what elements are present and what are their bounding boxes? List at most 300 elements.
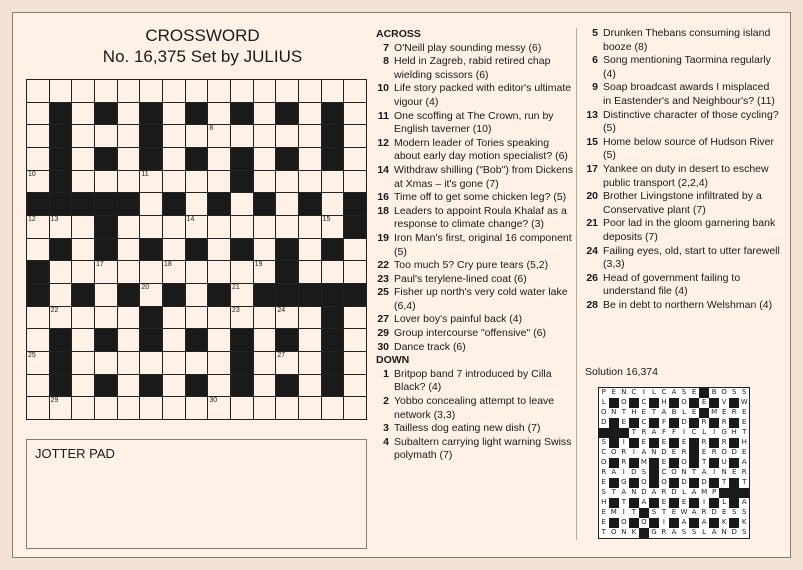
grid-cell[interactable] (344, 103, 366, 125)
grid-cell[interactable] (95, 80, 117, 102)
grid-cell[interactable] (118, 103, 140, 125)
grid-black-cell (140, 125, 162, 147)
solution-letter: H (659, 398, 669, 408)
grid-black-cell (231, 352, 253, 374)
grid-cell[interactable] (95, 352, 117, 374)
solution-letter: R (659, 488, 669, 498)
clue-item-text: One scoffing at The Crown, run by English taverner (10) (394, 109, 554, 136)
grid-cell[interactable] (344, 352, 366, 374)
clue-item[interactable] (585, 109, 780, 136)
grid-cell[interactable] (344, 329, 366, 351)
grid-cell[interactable] (163, 397, 185, 419)
grid-cell[interactable] (208, 307, 230, 329)
solution-black-cell (649, 398, 659, 408)
solution-letter: V (719, 398, 729, 408)
clue-item[interactable] (376, 137, 574, 164)
clue-item[interactable] (376, 327, 574, 341)
solution-letter: R (599, 468, 609, 478)
grid-cell[interactable] (163, 352, 185, 374)
grid-cell[interactable] (95, 171, 117, 193)
grid-cell[interactable] (72, 239, 94, 261)
grid-cell[interactable] (231, 261, 253, 283)
column-divider (576, 28, 577, 540)
grid-cell[interactable] (72, 216, 94, 238)
clue-item[interactable] (585, 136, 780, 163)
solution-black-cell (729, 478, 739, 488)
solution-letter: S (639, 468, 649, 478)
grid-cell[interactable] (344, 80, 366, 102)
grid-cell[interactable] (140, 216, 162, 238)
solution-letter: G (619, 478, 629, 488)
solution-letter: S (729, 388, 739, 398)
grid-cell[interactable] (27, 216, 49, 238)
grid-cell[interactable] (276, 125, 298, 147)
solution-black-cell (609, 518, 619, 528)
grid-cell[interactable] (254, 375, 276, 397)
solution-letter: R (679, 448, 689, 458)
grid-cell[interactable] (163, 103, 185, 125)
grid-cell[interactable] (72, 103, 94, 125)
grid-cell[interactable] (208, 329, 230, 351)
grid-cell[interactable] (254, 148, 276, 170)
grid-cell[interactable] (208, 80, 230, 102)
grid-cell[interactable] (254, 397, 276, 419)
grid-cell[interactable] (50, 397, 72, 419)
grid-cell[interactable] (72, 171, 94, 193)
grid-cell[interactable] (208, 397, 230, 419)
solution-letter: A (699, 518, 709, 528)
solution-black-cell (669, 438, 679, 448)
clue-item-number: 18 (377, 204, 389, 217)
solution-black-cell (699, 408, 709, 418)
grid-black-cell (231, 375, 253, 397)
clue-item-number: 23 (377, 272, 389, 285)
solution-letter: I (709, 428, 719, 438)
grid-cell[interactable] (208, 375, 230, 397)
grid-cell[interactable] (231, 307, 253, 329)
grid-cell[interactable] (163, 261, 185, 283)
solution-letter: E (639, 438, 649, 448)
solution-letter: N (719, 468, 729, 478)
grid-cell[interactable] (27, 307, 49, 329)
grid-cell[interactable] (231, 397, 253, 419)
grid-cell[interactable] (118, 148, 140, 170)
grid-cell[interactable] (72, 261, 94, 283)
grid-cell[interactable] (208, 103, 230, 125)
solution-letter: S (689, 528, 699, 538)
grid-cell[interactable] (344, 397, 366, 419)
grid-cell[interactable] (322, 171, 344, 193)
solution-letter: L (699, 528, 709, 538)
solution-letter: F (659, 418, 669, 428)
grid-cell[interactable] (322, 80, 344, 102)
solution-letter: I (709, 468, 719, 478)
grid-cell[interactable] (95, 261, 117, 283)
grid-cell[interactable] (95, 284, 117, 306)
grid-black-cell (322, 239, 344, 261)
solution-black-cell (649, 438, 659, 448)
grid-black-cell (322, 375, 344, 397)
jotter-pad[interactable] (26, 439, 367, 549)
clue-item-number: 30 (377, 340, 389, 353)
grid-cell[interactable] (163, 375, 185, 397)
grid-cell[interactable] (231, 216, 253, 238)
grid-cell[interactable] (254, 216, 276, 238)
solution-letter: E (659, 438, 669, 448)
grid-cell[interactable] (208, 239, 230, 261)
grid-cell[interactable] (27, 103, 49, 125)
grid-cell[interactable] (72, 352, 94, 374)
clue-item[interactable] (376, 422, 574, 436)
grid-black-cell (299, 284, 321, 306)
grid-cell[interactable] (299, 375, 321, 397)
clue-item[interactable] (376, 395, 574, 422)
grid-cell[interactable] (276, 307, 298, 329)
solution-letter: T (609, 488, 619, 498)
solution-letter: T (599, 528, 609, 538)
grid-cell[interactable] (231, 284, 253, 306)
grid-cell[interactable] (276, 193, 298, 215)
grid-cell[interactable] (27, 125, 49, 147)
grid-cell[interactable] (254, 261, 276, 283)
clue-item-text: Failing eyes, old, start to utter farewell (3,3) (603, 244, 780, 271)
grid-cell[interactable] (254, 80, 276, 102)
grid-cell[interactable] (118, 80, 140, 102)
grid-cell[interactable] (163, 307, 185, 329)
grid-cell[interactable] (276, 216, 298, 238)
grid-cell[interactable] (27, 352, 49, 374)
solution-letter: M (701, 488, 708, 497)
grid-cell[interactable] (118, 125, 140, 147)
grid-cell[interactable] (276, 80, 298, 102)
grid-cell[interactable] (72, 329, 94, 351)
clue-item[interactable] (585, 54, 780, 81)
solution-black-cell (689, 478, 699, 488)
grid-cell[interactable] (299, 397, 321, 419)
grid-cell[interactable] (72, 375, 94, 397)
grid-cell[interactable] (254, 307, 276, 329)
clue-item[interactable] (376, 259, 574, 273)
clue-item[interactable] (376, 82, 574, 109)
grid-black-cell (186, 103, 208, 125)
solution-letter: E (599, 478, 609, 488)
grid-cell[interactable] (72, 397, 94, 419)
solution-black-cell (689, 518, 699, 528)
solution-letter: R (699, 418, 709, 428)
clue-item[interactable] (585, 245, 780, 272)
solution-black-cell (669, 518, 679, 528)
clue-number: 8 (209, 125, 214, 133)
grid-cell[interactable] (231, 193, 253, 215)
grid-cell[interactable] (231, 80, 253, 102)
grid-cell[interactable] (118, 171, 140, 193)
solution-black-cell (669, 418, 679, 428)
clue-number: 22 (50, 306, 59, 314)
across-heading: ACROSS (376, 28, 421, 40)
grid-cell[interactable] (299, 125, 321, 147)
solution-letter: A (669, 528, 679, 538)
grid-cell[interactable] (163, 239, 185, 261)
grid-cell[interactable] (50, 261, 72, 283)
grid-cell[interactable] (118, 397, 140, 419)
grid-cell[interactable] (186, 352, 208, 374)
grid-cell[interactable] (254, 352, 276, 374)
grid-cell[interactable] (118, 261, 140, 283)
solution-letter: G (719, 428, 729, 438)
grid-cell[interactable] (140, 284, 162, 306)
clue-item[interactable] (585, 81, 780, 108)
solution-letter: O (719, 388, 729, 398)
solution-black-cell (629, 498, 639, 508)
solution-letter: N (619, 388, 629, 398)
grid-black-cell (95, 148, 117, 170)
grid-cell[interactable] (140, 80, 162, 102)
clue-item[interactable] (585, 190, 780, 217)
title-line-1: CROSSWORD (145, 26, 260, 45)
grid-cell[interactable] (163, 148, 185, 170)
grid-cell[interactable] (118, 307, 140, 329)
jotter-pad-label: JOTTER PAD (35, 446, 115, 461)
solution-letter: E (739, 448, 749, 458)
clue-item[interactable] (376, 191, 574, 205)
clue-item-text: Yobbo concealing attempt to leave network (3,3) (394, 395, 555, 421)
solution-letter: A (639, 448, 649, 458)
solution-black-cell (689, 448, 699, 458)
solution-black-cell (689, 458, 699, 468)
grid-black-cell (276, 284, 298, 306)
clue-item[interactable] (376, 341, 574, 355)
clue-item[interactable] (376, 286, 574, 313)
grid-cell[interactable] (231, 125, 253, 147)
solution-letter: I (619, 438, 629, 448)
grid-cell[interactable] (140, 352, 162, 374)
grid-cell[interactable] (344, 125, 366, 147)
clue-item[interactable] (376, 205, 574, 232)
solution-black-cell (669, 478, 679, 488)
grid-cell[interactable] (163, 171, 185, 193)
solution-letter: S (599, 488, 609, 498)
clue-item-text: Subaltern carrying light warning Swiss polymath (7) (394, 435, 572, 462)
grid-cell[interactable] (140, 397, 162, 419)
grid-black-cell (299, 193, 321, 215)
grid-cell[interactable] (344, 307, 366, 329)
grid-cell[interactable] (50, 284, 72, 306)
solution-letter: D (599, 418, 609, 428)
solution-black-cell (729, 458, 739, 468)
grid-cell[interactable] (27, 239, 49, 261)
previous-solution-grid (598, 387, 750, 539)
grid-cell[interactable] (95, 307, 117, 329)
grid-cell[interactable] (163, 80, 185, 102)
solution-letter: O (609, 448, 619, 458)
clue-number: 14 (186, 215, 195, 223)
clue-item[interactable] (376, 313, 574, 327)
solution-letter: E (609, 388, 619, 398)
solution-letter: O (719, 448, 729, 458)
grid-cell[interactable] (208, 352, 230, 374)
grid-black-cell (322, 125, 344, 147)
grid-cell[interactable] (254, 171, 276, 193)
grid-cell[interactable] (254, 125, 276, 147)
grid-cell[interactable] (72, 148, 94, 170)
grid-cell[interactable] (299, 148, 321, 170)
solution-letter: B (709, 388, 719, 398)
grid-cell[interactable] (27, 375, 49, 397)
grid-cell[interactable] (118, 352, 140, 374)
grid-cell[interactable] (299, 261, 321, 283)
grid-cell[interactable] (140, 171, 162, 193)
grid-cell[interactable] (344, 261, 366, 283)
grid-cell[interactable] (140, 193, 162, 215)
clue-item[interactable] (585, 163, 780, 190)
grid-cell[interactable] (299, 216, 321, 238)
clue-item-text: Withdraw shilling ("Bob") from Dickens at Xmas – it's gone (7) (394, 163, 574, 190)
clue-item-number: 25 (377, 286, 389, 299)
grid-black-cell (118, 284, 140, 306)
grid-cell[interactable] (254, 103, 276, 125)
grid-cell[interactable] (299, 239, 321, 261)
grid-cell[interactable] (50, 216, 72, 238)
grid-cell[interactable] (322, 216, 344, 238)
grid-cell[interactable] (299, 352, 321, 374)
grid-cell[interactable] (163, 216, 185, 238)
clue-item-number: 15 (586, 135, 598, 148)
solution-black-cell (639, 508, 649, 518)
grid-cell[interactable] (344, 375, 366, 397)
grid-cell[interactable] (254, 239, 276, 261)
clue-item-text: Britpop band 7 introduced by Cilla Black? (4) (394, 367, 552, 394)
grid-cell[interactable] (27, 397, 49, 419)
grid-cell[interactable] (27, 329, 49, 351)
grid-cell[interactable] (27, 171, 49, 193)
grid-cell[interactable] (118, 375, 140, 397)
solution-letter: G (649, 528, 659, 538)
grid-cell[interactable] (186, 284, 208, 306)
solution-letter: O (639, 518, 649, 528)
grid-cell[interactable] (186, 193, 208, 215)
clue-item-text: O'Neill play sounding messy (6) (394, 41, 542, 54)
grid-cell[interactable] (276, 352, 298, 374)
solution-letter: H (739, 438, 749, 448)
grid-cell[interactable] (163, 329, 185, 351)
grid-cell[interactable] (299, 80, 321, 102)
solution-letter: W (680, 508, 688, 517)
across-clue-list (376, 42, 574, 355)
grid-cell[interactable] (208, 148, 230, 170)
grid-black-cell (50, 352, 72, 374)
grid-black-cell (95, 193, 117, 215)
clue-item[interactable] (585, 272, 780, 299)
grid-cell[interactable] (186, 397, 208, 419)
solution-black-cell (609, 478, 619, 488)
grid-cell[interactable] (254, 329, 276, 351)
grid-cell[interactable] (344, 239, 366, 261)
grid-cell[interactable] (118, 329, 140, 351)
solution-letter: I (659, 518, 669, 528)
grid-black-cell (50, 125, 72, 147)
solution-letter: O (639, 478, 649, 488)
grid-cell[interactable] (276, 397, 298, 419)
grid-cell[interactable] (208, 216, 230, 238)
solution-letter: A (639, 498, 649, 508)
clue-item-text: Group intercourse "offensive" (6) (394, 327, 546, 340)
grid-cell[interactable] (118, 239, 140, 261)
grid-cell[interactable] (186, 216, 208, 238)
grid-cell[interactable] (208, 261, 230, 283)
clue-item-number: 21 (586, 217, 598, 230)
clue-item[interactable] (585, 299, 780, 313)
clue-item[interactable] (376, 110, 574, 137)
grid-cell[interactable] (140, 261, 162, 283)
clue-item-number: 27 (377, 313, 389, 326)
clue-item[interactable] (376, 55, 574, 82)
clue-item[interactable] (585, 27, 780, 54)
solution-letter: M (640, 458, 647, 467)
clue-item[interactable] (376, 368, 574, 395)
solution-letter: D (729, 448, 739, 458)
grid-cell[interactable] (299, 307, 321, 329)
grid-cell[interactable] (95, 397, 117, 419)
grid-cell[interactable] (50, 80, 72, 102)
clue-item[interactable] (376, 436, 574, 463)
grid-cell[interactable] (163, 125, 185, 147)
solution-letter: D (659, 448, 669, 458)
solution-letter: E (699, 448, 709, 458)
grid-black-cell (72, 193, 94, 215)
grid-cell[interactable] (322, 193, 344, 215)
grid-cell[interactable] (95, 125, 117, 147)
grid-cell[interactable] (186, 171, 208, 193)
grid-cell[interactable] (27, 80, 49, 102)
grid-cell[interactable] (50, 307, 72, 329)
solution-letter: A (679, 518, 689, 528)
grid-cell[interactable] (276, 171, 298, 193)
grid-black-cell (276, 239, 298, 261)
grid-cell[interactable] (322, 261, 344, 283)
grid-cell[interactable] (322, 397, 344, 419)
grid-cell[interactable] (72, 125, 94, 147)
grid-cell[interactable] (344, 171, 366, 193)
grid-cell[interactable] (118, 216, 140, 238)
clue-item[interactable] (376, 273, 574, 287)
solution-letter: C (639, 398, 649, 408)
grid-cell[interactable] (72, 80, 94, 102)
solution-letter: E (679, 438, 689, 448)
clue-item[interactable] (376, 42, 574, 56)
grid-cell[interactable] (186, 261, 208, 283)
grid-cell[interactable] (299, 103, 321, 125)
grid-cell[interactable] (208, 125, 230, 147)
grid-cell[interactable] (299, 171, 321, 193)
solution-letter: I (619, 508, 629, 518)
solution-letter: F (659, 428, 669, 438)
grid-cell[interactable] (208, 171, 230, 193)
clue-item[interactable] (376, 232, 574, 259)
grid-cell[interactable] (186, 80, 208, 102)
grid-cell[interactable] (186, 125, 208, 147)
grid-cell[interactable] (72, 307, 94, 329)
clue-item[interactable] (585, 217, 780, 244)
solution-letter: E (669, 448, 679, 458)
solution-letter: C (689, 428, 699, 438)
grid-cell[interactable] (186, 307, 208, 329)
solution-letter: D (629, 468, 639, 478)
grid-cell[interactable] (27, 148, 49, 170)
grid-cell[interactable] (299, 329, 321, 351)
grid-cell[interactable] (344, 148, 366, 170)
clue-item[interactable] (376, 164, 574, 191)
crossword-grid[interactable] (26, 79, 367, 420)
